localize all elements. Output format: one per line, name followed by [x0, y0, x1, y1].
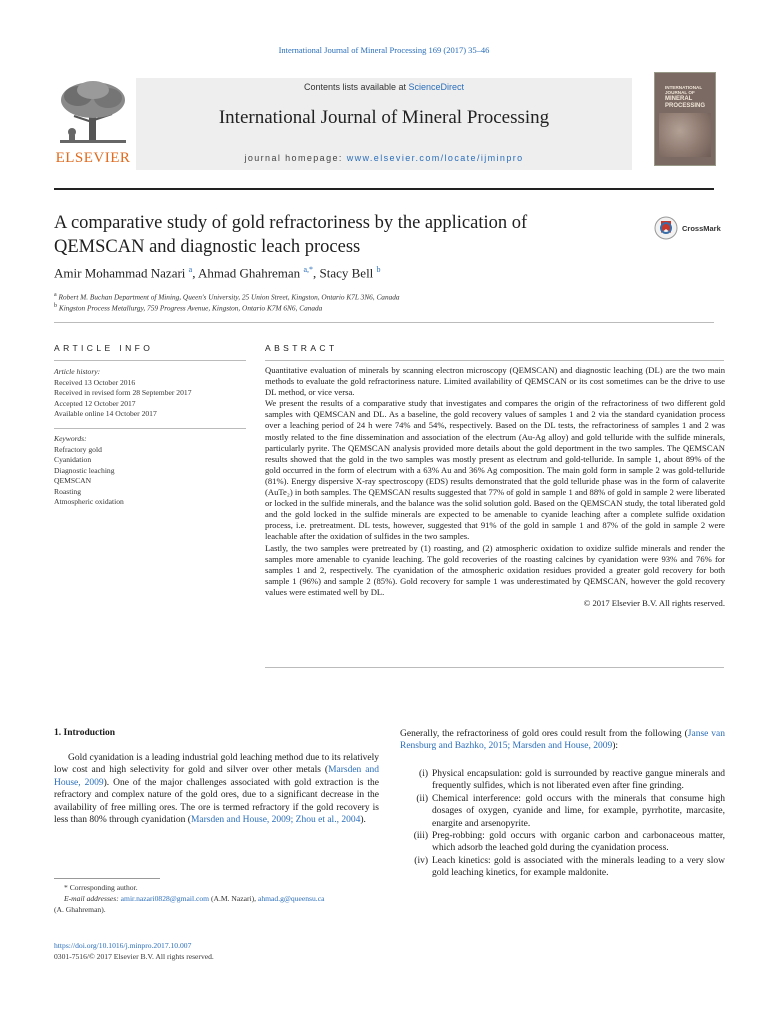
author-list: Amir Mohammad Nazari $^a$, Ahmad Ghahreman $^{a,*}$, Stacy Bell $^b$ [54, 265, 381, 281]
email-label: E-mail addresses: [64, 894, 121, 903]
keywords-divider [54, 428, 246, 429]
article-info-divider [54, 360, 246, 361]
issn-copyright: 0301-7516/© 2017 Elsevier B.V. All rights reserved. [54, 952, 214, 961]
crossmark-label: CrossMark [682, 224, 721, 233]
list-item [400, 793, 725, 830]
elsevier-tree-icon [54, 78, 132, 148]
affiliation-a [54, 292, 400, 301]
author-affiliation-link[interactable]: b [376, 265, 381, 274]
citation-link[interactable]: Marsden and House, 2009; Zhou et al., 2004 [190, 815, 361, 826]
abstract-paragraph: We present the results of a comparative study that investigates and compares the origin of the refractoriness of two different gold samples with QEMSCAN and DL. As a baseline, the gold recovery values of samples 1 and 2 via the standard cyanidation process over a leaching period of 24 h were 74% and 54%, respectively. Based on the DL tests, the refractoriness of samples 1 and 2 was mostly related to the fine dissemination and association of the electrum (Au-Ag alloy) and gold telluride with the sulfide minerals, particularly pyrite. The QEMSCAN analysis provided more details about the gold deportment in the two samples. The QEMSCAN results showed that the gold in the two samples was mostly present as electrum and gold-telluride. In sample 1, about 89% of the gold occurred in the form of electrum with a 63% Au and 36% Ag composition. The main gold form in sample 2 was gold-telluride (81%). Energy dispersive X-ray spectroscopy (EDS) results demonstrated that the gold telluride phase was in the form of calaverite (AuTe₂) in both samples. The QEMSCAN results suggested that 77% of gold in sample 1 and 88% of gold in sample 2 were liberated or locked in the sulfide minerals, and the balance was the solid solution gold. Based on the QEMSCAN study, the total liberated gold and the gold locked in the sulfide minerals are expected to be amenable to cyanide leaching after a complete sulfide oxidation process, i.e. pretreatment. DL tests, however, suggested that 91% of the gold in sample 1 and 87% of the gold in sample 2 were leachable after the oxidation of sulfides in the two samples. [265, 398, 725, 542]
citation-link[interactable]: Marsden and House, 2009 [54, 765, 379, 788]
section-heading-introduction: 1. Introduction [54, 728, 116, 738]
title-divider [54, 322, 714, 323]
article-title [54, 211, 614, 259]
keyword-item: Cyanidation [54, 455, 92, 464]
masthead-divider [54, 188, 714, 190]
elsevier-wordmark: ELSEVIER [55, 150, 131, 166]
email-owner: (A.M. Nazari), [209, 894, 258, 903]
list-item-text: Leach kinetics: gold is associated with the minerals leading to a very slow gold leaching kinetics, for example maldonite. [432, 855, 725, 879]
article-history [54, 367, 246, 420]
intro-paragraph [54, 752, 379, 826]
crossmark-badge[interactable] [654, 216, 724, 244]
keyword-item: Roasting [54, 486, 82, 496]
email-link[interactable]: amir.nazari0828@gmail.com [120, 894, 210, 903]
affiliation-text: Robert M. Buchan Department of Mining, Queen's University, 25 Union Street, Kingston, Ontario K7L 3N6, Canada [58, 292, 400, 302]
affiliation-marker: a [54, 292, 57, 298]
email-owner: (A. Ghahreman). [54, 905, 106, 914]
crossmark-icon [654, 216, 678, 240]
doi-link[interactable]: https://doi.org/10.1016/j.minpro.2017.10.007 [54, 941, 192, 950]
list-item-number: (i) [419, 769, 428, 779]
history-label: Article history: [54, 367, 101, 376]
journal-masthead [136, 78, 632, 170]
doi-block [54, 940, 214, 962]
intro-text: Gold cyanidation is a leading industrial gold leaching method due to its relatively low cost and high selectivity for gold and silver over other metals ( [54, 753, 379, 776]
list-item-text: Chemical interference: gold occurs with the minerals that consume high dosages of oxygen, cyanide and lime, for example, pyrrhotite, marcasite, enargite and arsenopyrite. [432, 793, 725, 829]
list-item-number: (iv) [414, 855, 428, 866]
list-item-text: Preg-robbing: gold occurs with organic carbon and carbonaceous matter, which adsorb the leached gold during the cyanidation process. [432, 831, 725, 854]
abstract-bottom-divider [265, 667, 724, 668]
keyword-item: QEMSCAN [54, 476, 92, 485]
citation-link[interactable]: Janse van Rensburg and Bazhko, 2015; Marsden and House, 2009 [400, 729, 726, 752]
history-item: Received 13 October 2016 [54, 377, 136, 387]
corresponding-author-note: * Corresponding author. [64, 883, 138, 892]
sciencedirect-link[interactable]: ScienceDirect [408, 82, 465, 92]
contents-line [136, 82, 632, 92]
article-info-heading: ARTICLE INFO [54, 343, 154, 353]
abstract-paragraph: Lastly, the two samples were pretreated by (1) roasting, and (2) atmospheric oxidation to oxidize sulfide minerals and render the samples more amenable to cyanide leaching. The gold recoveries of the roasting calcines by cyanidation were 93% and 76% for samples 1 and 2, respectively. The cyanidation of the atmospheric oxidation residues provided a greater gold recovery for both sample 1 (96%) and sample 2 (85%). Gold recovery for sample 1 was underestimated by QEMSCAN, however the gold recovery values were estimated well by DL. [265, 542, 725, 597]
intro-text: ): [612, 741, 619, 752]
article-title-line2: QEMSCAN and diagnostic leach process [54, 237, 361, 257]
list-item [400, 830, 725, 855]
refractoriness-intro-paragraph [400, 728, 725, 753]
refractoriness-causes-list [400, 768, 725, 880]
cover-title-line3: PROCESSING [665, 102, 706, 109]
email-line [54, 893, 379, 904]
journal-cover-image[interactable] [654, 72, 716, 166]
journal-title: International Journal of Mineral Processing [218, 107, 550, 128]
homepage-link[interactable]: www.elsevier.com/locate/ijminpro [346, 153, 524, 163]
author-affiliation-link[interactable]: a [188, 265, 193, 274]
abstract-copyright: © 2017 Elsevier B.V. All rights reserved. [583, 597, 725, 608]
journal-reference-link[interactable]: International Journal of Mineral Processing 169 (2017) 35–46 [278, 45, 490, 55]
list-item-text: Physical encapsulation: gold is surrounded by reactive gangue minerals and frequently sulfides, which is not liberated even after fine grinding. [432, 769, 725, 792]
author-name: Ahmad Ghahreman [198, 265, 301, 281]
intro-text: Generally, the refractoriness of gold ores could result from the following ( [400, 729, 688, 739]
keyword-item: Atmospheric oxidation [54, 497, 124, 506]
history-item: Available online 14 October 2017 [54, 409, 157, 418]
homepage-prefix: journal homepage: [244, 153, 347, 163]
intro-text: ). [360, 815, 366, 826]
elsevier-logo [54, 78, 132, 170]
footnote [54, 882, 379, 915]
cover-title-line2: MINERAL [665, 95, 693, 102]
list-item [400, 768, 725, 793]
email-link[interactable]: ahmad.g@queensu.ca [257, 894, 325, 903]
keyword-item: Diagnostic leaching [54, 465, 115, 475]
abstract-paragraph: Quantitative evaluation of minerals by scanning electron microscopy (QEMSCAN) and diagnostic leaching (DL) are the two main methods to evaluate the gold refractoriness nature. Limited availability of QEMSCAN or its cost sometimes can be the drive to use DL method, or vice versa. [265, 365, 725, 398]
intro-text: ). One of the major challenges associated with gold extraction is the refractory and complex nature of the gold ores, due to a significant decrease in the availability of free milling ores. The ore is termed refractory if the gold recovery is less than 80% through cyanidation ( [54, 777, 379, 826]
history-item: Received in revised form 28 September 2017 [54, 388, 192, 397]
footnote-divider [54, 878, 160, 879]
author-name: Amir Mohammad Nazari [54, 265, 186, 281]
history-item: Accepted 12 October 2017 [54, 398, 136, 408]
abstract-body [265, 365, 725, 609]
author-affiliation-link[interactable]: a,* [303, 265, 313, 274]
affiliation-b [54, 303, 322, 312]
keywords-list [54, 434, 246, 508]
abstract-divider [265, 360, 724, 361]
abstract-heading: ABSTRACT [265, 343, 338, 353]
list-item-number: (iii) [413, 831, 428, 842]
contents-prefix: Contents lists available at [303, 82, 409, 92]
journal-homepage [136, 153, 632, 163]
author-name: Stacy Bell [319, 265, 374, 281]
keywords-label: Keywords: [54, 434, 87, 443]
cover-title [665, 85, 711, 110]
cover-title-line1: INTERNATIONAL JOURNAL OF [665, 85, 703, 96]
affiliation-marker: b [54, 303, 57, 309]
article-title-line1: A comparative study of gold refractoriness by the application of [54, 213, 528, 233]
affiliation-text: Kingston Process Metallurgy, 759 Progress Avenue, Kingston, Ontario K7M 6N6, Canada [58, 303, 323, 313]
cover-picture [659, 113, 711, 157]
keyword-item: Refractory gold [54, 444, 102, 454]
list-item-number: (ii) [416, 793, 428, 804]
list-item [400, 855, 725, 880]
